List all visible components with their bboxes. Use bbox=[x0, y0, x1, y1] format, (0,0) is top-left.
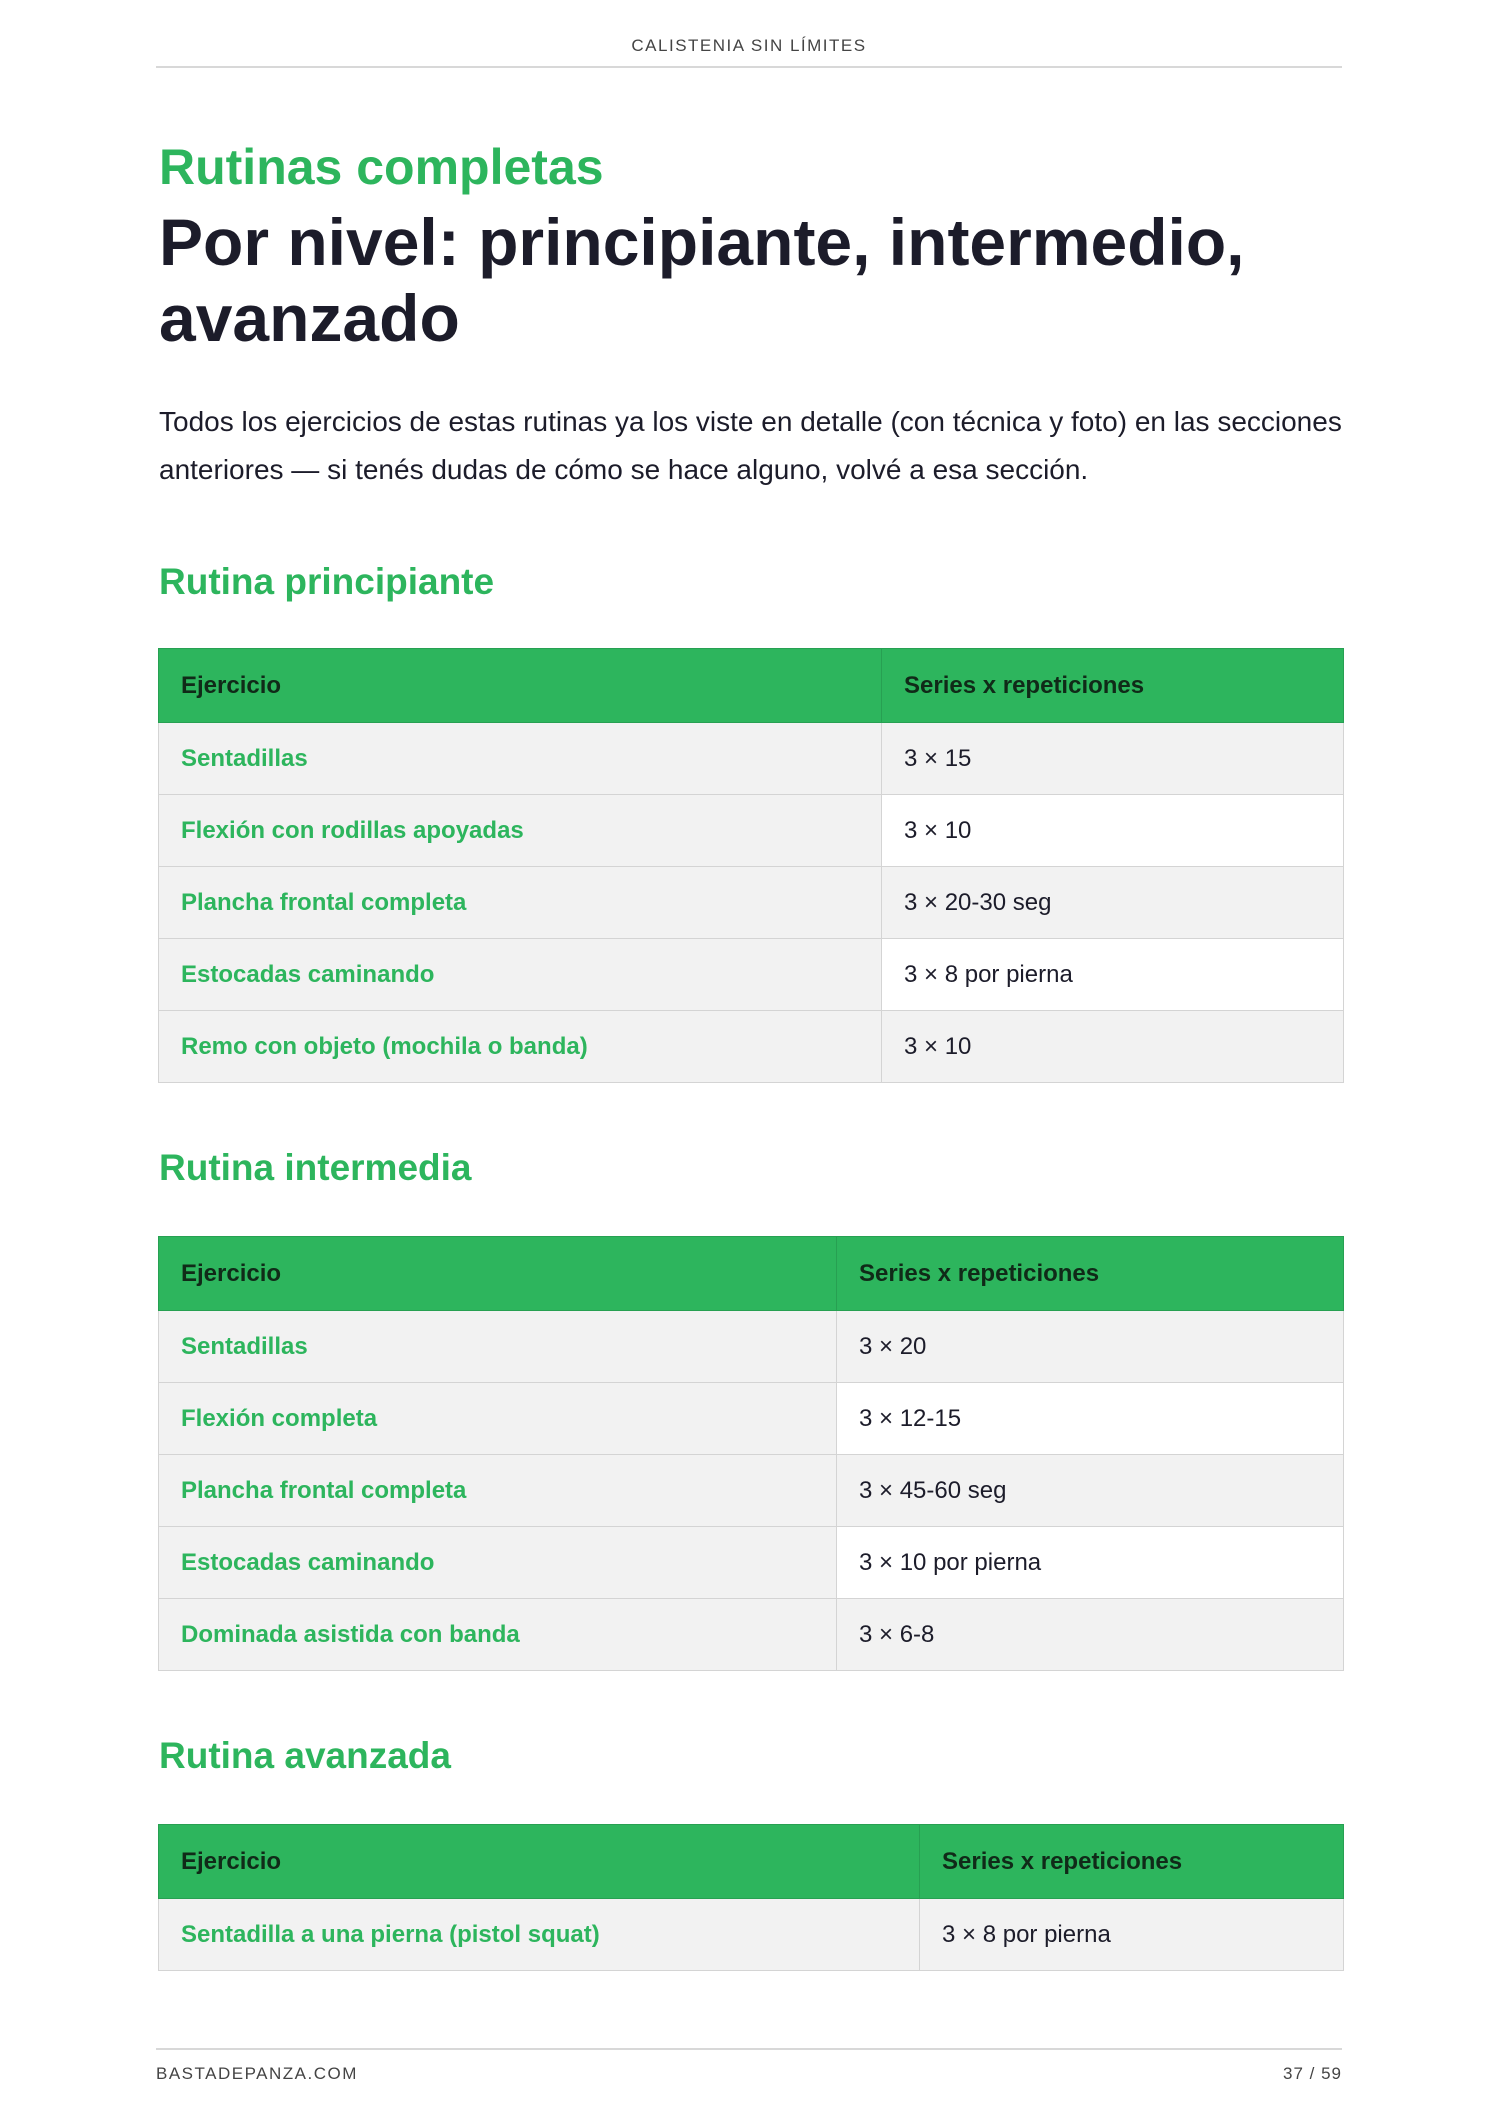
table-row bbox=[159, 1599, 1344, 1671]
table-row bbox=[159, 723, 1344, 795]
series-cell: 3 × 15 bbox=[882, 723, 1344, 795]
column-header-exercise: Ejercicio bbox=[159, 1237, 837, 1311]
page-number: 37 / 59 bbox=[1283, 2064, 1342, 2083]
table-row bbox=[159, 1011, 1344, 1083]
series-cell: 3 × 8 por pierna bbox=[920, 1899, 1344, 1971]
exercise-cell: Sentadilla a una pierna (pistol squat) bbox=[159, 1899, 920, 1971]
page-footer bbox=[156, 2048, 1342, 2083]
footer-site: BASTADEPANZA.COM bbox=[156, 2064, 358, 2083]
chapter-kicker: Rutinas completas bbox=[159, 139, 604, 195]
column-header-exercise: Ejercicio bbox=[159, 649, 882, 723]
table-row bbox=[159, 939, 1344, 1011]
exercise-cell: Plancha frontal completa bbox=[159, 1455, 837, 1527]
series-cell: 3 × 6-8 bbox=[837, 1599, 1344, 1671]
column-header-series: Series x repeticiones bbox=[837, 1237, 1344, 1311]
table-row bbox=[159, 1383, 1344, 1455]
table-row bbox=[159, 1455, 1344, 1527]
section-heading-intermediate: Rutina intermedia bbox=[159, 1147, 472, 1188]
section-heading-beginner: Rutina principiante bbox=[159, 561, 495, 602]
series-cell: 3 × 10 bbox=[882, 1011, 1344, 1083]
page-header bbox=[156, 0, 1342, 68]
table-row bbox=[159, 1527, 1344, 1599]
series-cell: 3 × 10 bbox=[882, 795, 1344, 867]
series-cell: 3 × 10 por pierna bbox=[837, 1527, 1344, 1599]
page-title: Por nivel: principiante, intermedio, avanzado bbox=[159, 205, 1245, 355]
column-header-exercise: Ejercicio bbox=[159, 1825, 920, 1899]
exercise-cell: Plancha frontal completa bbox=[159, 867, 882, 939]
series-cell: 3 × 12-15 bbox=[837, 1383, 1344, 1455]
exercise-cell: Dominada asistida con banda bbox=[159, 1599, 837, 1671]
series-cell: 3 × 8 por pierna bbox=[882, 939, 1344, 1011]
series-cell: 3 × 20-30 seg bbox=[882, 867, 1344, 939]
series-cell: 3 × 20 bbox=[837, 1311, 1344, 1383]
exercise-cell: Sentadillas bbox=[159, 1311, 837, 1383]
table-row bbox=[159, 795, 1344, 867]
table-row bbox=[159, 1311, 1344, 1383]
routine-table-beginner bbox=[158, 648, 1344, 1083]
table-header-row bbox=[159, 1825, 1344, 1899]
routine-table-intermediate bbox=[158, 1236, 1344, 1671]
exercise-cell: Remo con objeto (mochila o banda) bbox=[159, 1011, 882, 1083]
column-header-series: Series x repeticiones bbox=[882, 649, 1344, 723]
header-title: CALISTENIA SIN LÍMITES bbox=[631, 36, 867, 55]
table-header-row bbox=[159, 649, 1344, 723]
table-row bbox=[159, 867, 1344, 939]
column-header-series: Series x repeticiones bbox=[920, 1825, 1344, 1899]
section-heading-advanced: Rutina avanzada bbox=[159, 1735, 451, 1776]
series-cell: 3 × 45-60 seg bbox=[837, 1455, 1344, 1527]
exercise-cell: Flexión con rodillas apoyadas bbox=[159, 795, 882, 867]
exercise-cell: Estocadas caminando bbox=[159, 1527, 837, 1599]
exercise-cell: Flexión completa bbox=[159, 1383, 837, 1455]
intro-paragraph: Todos los ejercicios de estas rutinas ya los viste en detalle (con técnica y foto) en las secciones anteriores — si tenés dudas de cómo se hace alguno, volvé a esa sección. bbox=[159, 406, 1342, 485]
table-row bbox=[159, 1899, 1344, 1971]
routine-table-advanced bbox=[158, 1824, 1344, 1971]
exercise-cell: Estocadas caminando bbox=[159, 939, 882, 1011]
table-header-row bbox=[159, 1237, 1344, 1311]
exercise-cell: Sentadillas bbox=[159, 723, 882, 795]
